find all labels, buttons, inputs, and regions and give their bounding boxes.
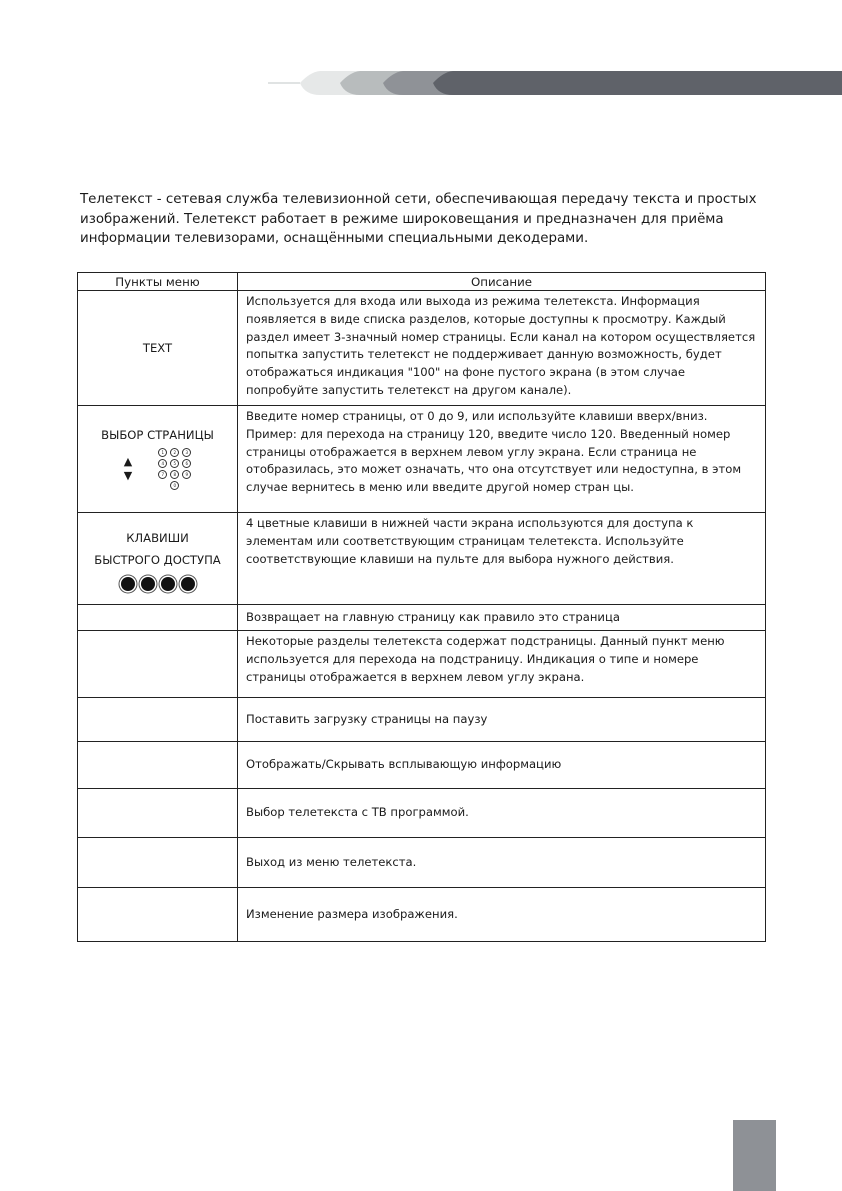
menu-description: Некоторые разделы телетекста содержат подстраницы. Данный пункт меню используется для перехода на подстраницу. Индикация о типе и номере страницы отображается в верхнем левом углу экрана. [238, 631, 766, 698]
table-row [78, 406, 766, 513]
menu-description: Отображать/Скрывать всплывающую информацию [238, 742, 766, 789]
menu-item-label: КЛАВИШИ БЫСТРОГО ДОСТУПА [94, 530, 221, 567]
table-row [78, 631, 766, 698]
key-6: 6 [182, 459, 191, 468]
menu-item-page-select [78, 406, 238, 513]
table-row [78, 605, 766, 631]
table-row [78, 789, 766, 838]
menu-item-empty [78, 789, 238, 838]
color-keys-icon [78, 577, 237, 591]
header-decorative-band [0, 0, 842, 110]
menu-item-empty [78, 605, 238, 631]
up-down-arrows-icon: ▲ ▼ [123, 455, 133, 482]
key-4: 4 [158, 459, 167, 468]
numeric-keypad-icon [158, 448, 191, 490]
key-2: 2 [170, 448, 179, 457]
page-edge-tab [733, 1120, 776, 1191]
key-8: 8 [170, 470, 179, 479]
menu-description: Возвращает на главную страницу как правило это страница [238, 605, 766, 631]
menu-item-text: TEXT [78, 291, 238, 406]
menu-item-empty [78, 698, 238, 742]
menu-description: Используется для входа или выхода из режима телетекста. Информация появляется в виде списка разделов, которые доступны к просмотру. Каждый раздел имеет 3-значный номер страницы. Если канал на котором осуществляется попытка запустить телетекст не поддерживает данную возможность, будет отображаться индикация "100" на фоне пустого экрана (в этом случае попробуйте запустить телетекст на другом канале). [238, 291, 766, 406]
menu-item-empty [78, 838, 238, 888]
column-header-description: Описание [238, 273, 766, 291]
key-9: 9 [182, 470, 191, 479]
menu-item-quick-access [78, 513, 238, 605]
menu-description: Поставить загрузку страницы на паузу [238, 698, 766, 742]
menu-description: 4 цветные клавиши в нижней части экрана используются для доступа к элементам или соответствующим страницам телетекста. Используйте соответствующие клавиши на пульте для выбора нужного действия. [238, 513, 766, 605]
table-row [78, 742, 766, 789]
menu-item-empty [78, 742, 238, 789]
teletext-menu-table [77, 272, 766, 942]
menu-item-empty [78, 631, 238, 698]
intro-paragraph: Телетекст - сетевая служба телевизионной сети, обеспечивающая передачу текста и простых изображений. Телетекст работает в режиме широковещания и предназначен для приёма информации телевизорами, оснащёнными специальными декодерами. [80, 192, 757, 246]
key-7: 7 [158, 470, 167, 479]
table-row [78, 513, 766, 605]
table-header-row [78, 273, 766, 291]
table-row [78, 838, 766, 888]
key-0: 0 [170, 481, 179, 490]
key-3: 3 [182, 448, 191, 457]
menu-item-empty [78, 888, 238, 942]
column-header-items: Пункты меню [78, 273, 238, 291]
table-row [78, 888, 766, 942]
key-1: 1 [158, 448, 167, 457]
table-row [78, 291, 766, 406]
menu-description: Выход из меню телетекста. [238, 838, 766, 888]
key-5: 5 [170, 459, 179, 468]
menu-description: Выбор телетекста с ТВ программой. [238, 789, 766, 838]
table-row [78, 698, 766, 742]
menu-description: Введите номер страницы, от 0 до 9, или используйте клавиши вверх/вниз. Пример: для перехода на страницу 120, введите число 120. Введенный номер страницы отображается в верхнем левом углу экрана. Если страница не отобразилась, это может означать, что она отсутствует или недоступна, в этом случае вернитесь в меню или введите другой номер стран цы. [238, 406, 766, 513]
menu-item-label: ВЫБОР СТРАНИЦЫ [101, 428, 214, 442]
menu-description: Изменение размера изображения. [238, 888, 766, 942]
